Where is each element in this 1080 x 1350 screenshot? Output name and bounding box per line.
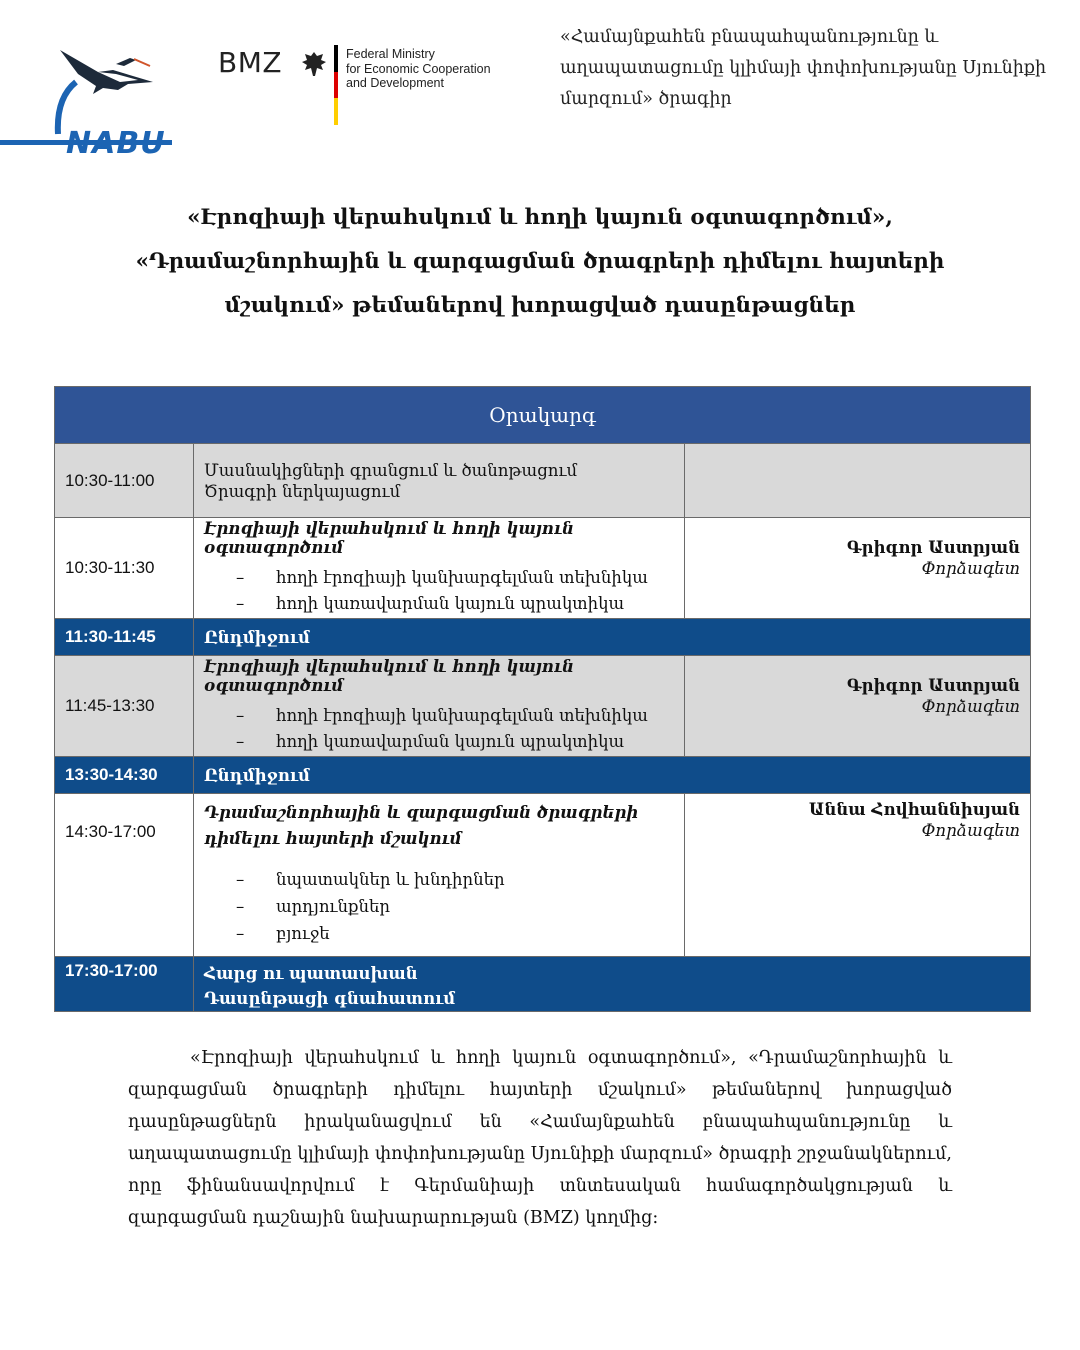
description-cell <box>194 656 685 757</box>
row-text: Ծրագրի ներկայացում <box>204 481 401 501</box>
table-row <box>55 656 1031 757</box>
table-row-break <box>55 619 1031 656</box>
row-text: Մասնակիցների գրանցում և ծանոթացում <box>204 460 578 480</box>
funding-paragraph: «Էրոզիայի վերահսկում և հողի կայուն օգտագործում», «Դրամաշնորհային և զարգացման ծրագրերի դիմելու հայտերի մշակում» թեմաներով խորացված դասընթացներն իրականացվում են «Համայնքահեն բնապահպանությունը և աղապատացումը կլիմայի փոփոխությանը Սյունիքի մարզում» ծրագրի շրջանակներում, որը ֆինանսավորվում է Գերմանիայի տնտեսական համագործակցության և զարգացման դաշնային նախարարության (BMZ) կողմից: <box>128 1048 952 1228</box>
list-item: – հողի կառավարման կայուն պրակտիկա <box>236 729 674 755</box>
ministry-line: for Economic Cooperation <box>346 61 491 76</box>
list-item: – հողի կառավարման կայուն պրակտիկա <box>236 591 674 617</box>
table-row <box>55 518 1031 619</box>
session-topic: Դրամաշնորհային և զարգացման ծրագրերի դիմելու հայտերի մշակում <box>204 803 639 848</box>
time-cell: 13:30-14:30 <box>55 757 194 794</box>
time-cell: 14:30-17:00 <box>55 794 194 957</box>
description-cell <box>194 518 685 619</box>
agenda-header-row <box>55 387 1031 444</box>
row-text: Դասընթացի գնահատում <box>204 989 456 1008</box>
list-item: – հողի էրոզիայի կանխարգելման տեխնիկա <box>236 703 674 729</box>
topic-list <box>204 565 674 617</box>
time-cell: 11:30-11:45 <box>55 619 194 656</box>
page-header <box>0 0 1080 160</box>
list-item: – արդյունքներ <box>236 893 674 920</box>
list-item: – նպատակներ և խնդիրներ <box>236 866 674 893</box>
speaker-name: Աննա Հովհաննիսյան <box>808 800 1020 819</box>
table-row <box>55 444 1031 518</box>
federal-eagle-icon <box>301 50 327 78</box>
speaker-cell <box>685 444 1031 518</box>
time-cell: 17:30-17:00 <box>55 957 194 1012</box>
nabu-underline <box>0 140 172 145</box>
nabu-logo <box>0 38 175 148</box>
speaker-role: Փորձագետ <box>921 559 1020 578</box>
title-line: «Դրամաշնորհային և զարգացման ծրագրերի դիմելու հայտերի <box>135 249 945 274</box>
speaker-name: Գրիգոր Աստրյան <box>846 676 1020 695</box>
closing-cell <box>194 957 1031 1012</box>
speaker-role: Փորձագետ <box>921 821 1020 840</box>
ministry-name <box>346 47 491 91</box>
table-row <box>55 794 1031 957</box>
title-line: մշակում» թեմաներով խորացված դասընթացներ <box>224 293 856 318</box>
speaker-role: Փորձագետ <box>921 697 1020 716</box>
ministry-line: and Development <box>346 76 444 90</box>
speaker-name: Գրիգոր Աստրյան <box>846 538 1020 557</box>
description-cell <box>194 794 685 957</box>
topic-list <box>204 866 674 947</box>
agenda-heading: Օրակարգ <box>55 387 1031 444</box>
bmz-label: BMZ <box>218 46 283 79</box>
list-item: – հողի էրոզիայի կանխարգելման տեխնիկա <box>236 565 674 591</box>
time-cell: 10:30-11:00 <box>55 444 194 518</box>
speaker-cell <box>685 656 1031 757</box>
table-row-break <box>55 757 1031 794</box>
break-label: Ընդմիջում <box>194 619 1031 656</box>
german-flag-bar <box>334 45 338 125</box>
document-title <box>60 196 1020 328</box>
agenda-table <box>54 386 1031 1012</box>
title-line: «Էրոզիայի վերահսկում և հողի կայուն օգտագործում», <box>187 205 893 230</box>
topic-list <box>204 703 674 755</box>
time-cell: 11:45-13:30 <box>55 656 194 757</box>
table-row-closing <box>55 957 1031 1012</box>
session-topic: Էրոզիայի վերահսկում և հողի կայուն օգտագործում <box>204 519 574 557</box>
list-item: – բյուջե <box>236 920 674 947</box>
speaker-cell <box>685 518 1031 619</box>
description-cell <box>194 444 685 518</box>
session-topic: Էրոզիայի վերահսկում և հողի կայուն օգտագործում <box>204 657 574 695</box>
project-title: «Համայնքահեն բնապահպանությունը և աղապատացումը կլիմայի փոփոխությանը Սյունիքի մարզում» ծրագիր <box>560 27 1047 109</box>
time-cell: 10:30-11:30 <box>55 518 194 619</box>
ministry-line: Federal Ministry <box>346 47 435 61</box>
row-text: Հարց ու պատասխան <box>204 964 418 983</box>
break-label: Ընդմիջում <box>194 757 1031 794</box>
speaker-cell <box>685 794 1031 957</box>
